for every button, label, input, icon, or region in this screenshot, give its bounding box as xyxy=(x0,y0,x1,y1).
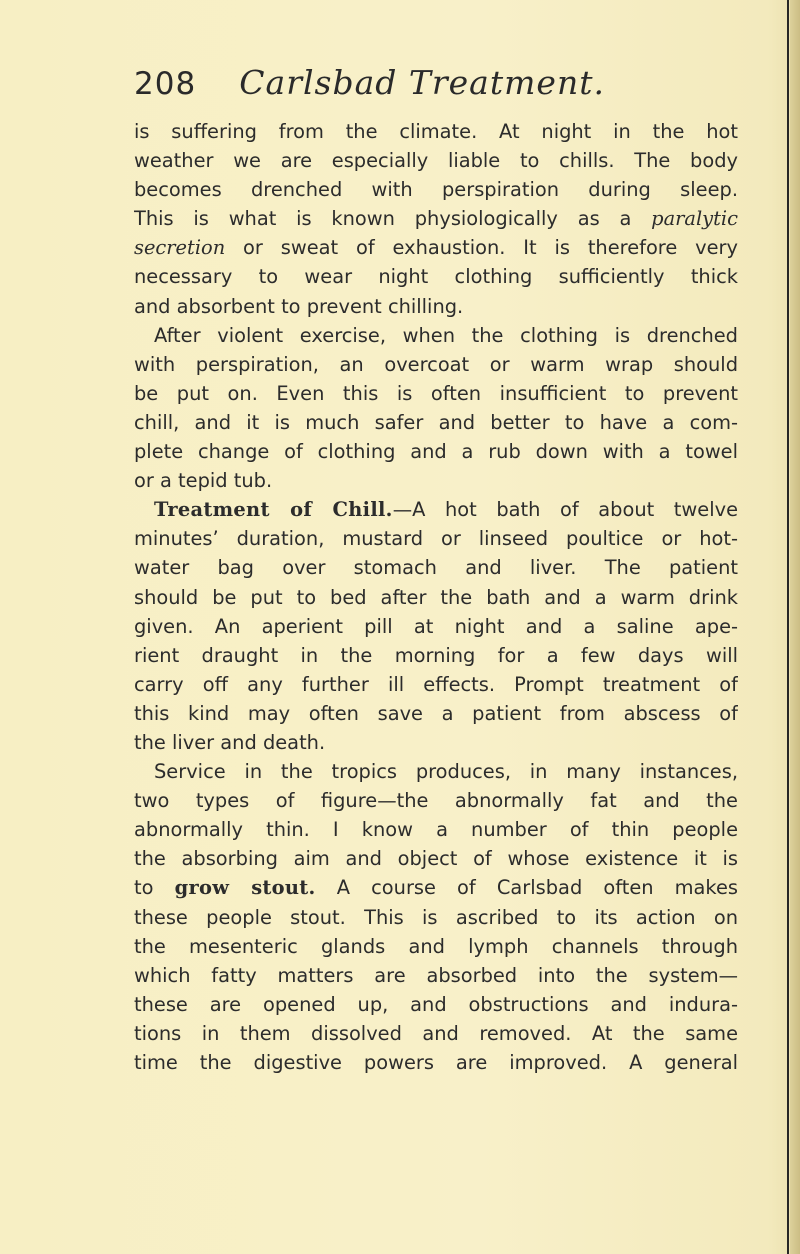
text-line: After violent exercise, when the clothing is drenched xyxy=(154,323,738,347)
text-line: tions in them dissolved and removed. At the same xyxy=(134,1021,738,1045)
text-line: the liver and death. xyxy=(134,730,326,754)
text-line: or a tepid tub. xyxy=(134,469,273,493)
running-title: Carlsbad Treatment. xyxy=(239,63,605,102)
page-number: 208 xyxy=(134,66,197,102)
text-line: plete change of clothing and a rub down with a towel xyxy=(134,440,738,464)
emphasis-text: grow stout. xyxy=(174,876,316,900)
text-line: is suffering from the climate. At night in the hot xyxy=(134,120,738,143)
italic-term: paralytic xyxy=(651,207,738,231)
text-line: should be put to bed after the bath and a warm drink xyxy=(134,585,738,609)
text-line: time the digestive powers are improved. A general xyxy=(134,1051,738,1074)
text-line: rient draught in the morning for a few days will xyxy=(134,643,738,667)
text-line: with perspiration, an overcoat or warm wrap should xyxy=(134,352,738,376)
text-line: abnormally thin. I know a number of thin people xyxy=(134,818,738,842)
adjacent-page-edge xyxy=(790,0,800,1254)
text-line: and absorbent to prevent chilling. xyxy=(134,294,464,318)
text-line: be put on. Even this is often insufficient to prevent xyxy=(134,381,738,405)
running-head xyxy=(134,63,734,113)
italic-term: secretion xyxy=(134,236,226,260)
text-line: becomes drenched with perspiration during sleep. xyxy=(134,178,738,202)
text-line: these people stout. This is ascribed to its action on xyxy=(134,905,738,929)
text-line: to grow stout. A course of Carlsbad often makes xyxy=(134,876,738,900)
text-line: these are opened up, and obstructions and indura- xyxy=(134,992,738,1016)
text-line: water bag over stomach and liver. The patient xyxy=(134,556,738,580)
page-edge-rule xyxy=(787,0,789,1254)
body-text xyxy=(134,117,738,1077)
text-line: the mesenteric glands and lymph channels through xyxy=(134,934,738,958)
text-line: necessary to wear night clothing sufficiently thick xyxy=(134,265,738,289)
text-line: This is what is known physiologically as a paralytic xyxy=(134,207,738,231)
text-line: this kind may often save a patient from abscess of xyxy=(134,701,738,725)
text-line: given. An aperient pill at night and a saline ape- xyxy=(134,614,738,638)
text-line: secretion or sweat of exhaustion. It is therefore very xyxy=(134,236,738,260)
text-line: chill, and it is much safer and better to have a com- xyxy=(134,410,738,434)
text-line: which fatty matters are absorbed into the system— xyxy=(134,963,738,987)
text-line: minutes’ duration, mustard or linseed poultice or hot- xyxy=(134,527,738,551)
text-line: Service in the tropics produces, in many instances, xyxy=(154,760,738,784)
section-heading: Treatment of Chill. xyxy=(154,498,393,522)
text-line: carry off any further ill effects. Prompt treatment of xyxy=(134,672,738,696)
text-line: Treatment of Chill.—A hot bath of about twelve xyxy=(154,498,738,522)
text-line: the absorbing aim and object of whose existence it is xyxy=(134,847,738,871)
text-line: two types of figure—the abnormally fat and the xyxy=(134,789,738,813)
text-line: weather we are especially liable to chills. The body xyxy=(134,149,738,173)
